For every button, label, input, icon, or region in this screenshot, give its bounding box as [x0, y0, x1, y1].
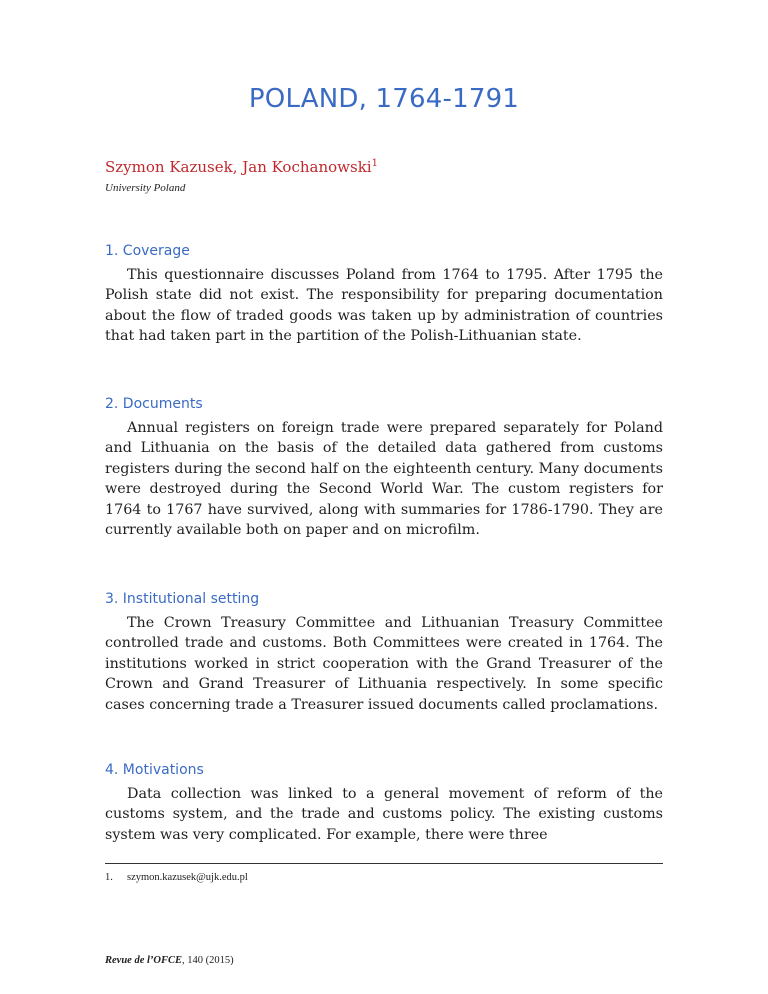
paper-title: POLAND, 1764-1791 — [248, 84, 520, 114]
journal-issue: , 140 (2015) — [182, 955, 234, 966]
section-documents — [105, 396, 663, 540]
section-paragraph: This questionnaire discusses Poland from 1764 to 1795. After 1795 the Polish state did not exist. The responsibility for preparing documentation about the flow of traded goods was taken up by administration of countries that had taken part in the partition of the Polish-Lithuanian state. — [105, 267, 663, 345]
section-motivations — [105, 762, 663, 845]
footnote-email[interactable]: szymon.kazusek@ujk.edu.pl — [127, 872, 248, 883]
section-heading: 1. Coverage — [105, 243, 190, 259]
section-heading: 3. Institutional setting — [105, 591, 260, 607]
section-coverage — [105, 243, 663, 347]
author-names: Szymon Kazusek, Jan Kochanowski — [105, 158, 372, 176]
journal-citation — [105, 955, 234, 966]
footnote-divider — [105, 863, 663, 864]
affiliation: University Poland — [105, 182, 186, 194]
author-list — [105, 158, 378, 176]
footnote — [105, 872, 248, 883]
section-paragraph: Data collection was linked to a general movement of reform of the customs system, and the trade and customs policy. The existing customs system was very complicated. For example, there were three — [105, 786, 663, 843]
section-heading: 4. Motivations — [105, 762, 204, 778]
footnote-marker[interactable]: 1 — [371, 158, 378, 169]
section-paragraph: Annual registers on foreign trade were prepared separately for Poland and Lithuania on the basis of the detailed data gathered from customs registers during the second half on the eighteenth century. Many documents were destroyed during the Second World War. The custom registers for 1764 to 1767 have survived, along with summaries for 1786-1790. They are currently available both on paper and on microfilm. — [105, 420, 663, 539]
section-heading: 2. Documents — [105, 396, 203, 412]
footnote-number: 1. — [105, 872, 113, 883]
section-institutional-setting — [105, 591, 663, 715]
journal-name: Revue de l’OFCE — [105, 955, 182, 966]
section-paragraph: The Crown Treasury Committee and Lithuanian Treasury Committee controlled trade and customs. Both Committees were created in 1764. The institutions worked in strict cooperation with the Grand Treasurer of the Crown and Grand Treasurer of Lithuania respectively. In some specific cases concerning trade a Treasurer issued documents called proclamations. — [105, 615, 663, 713]
